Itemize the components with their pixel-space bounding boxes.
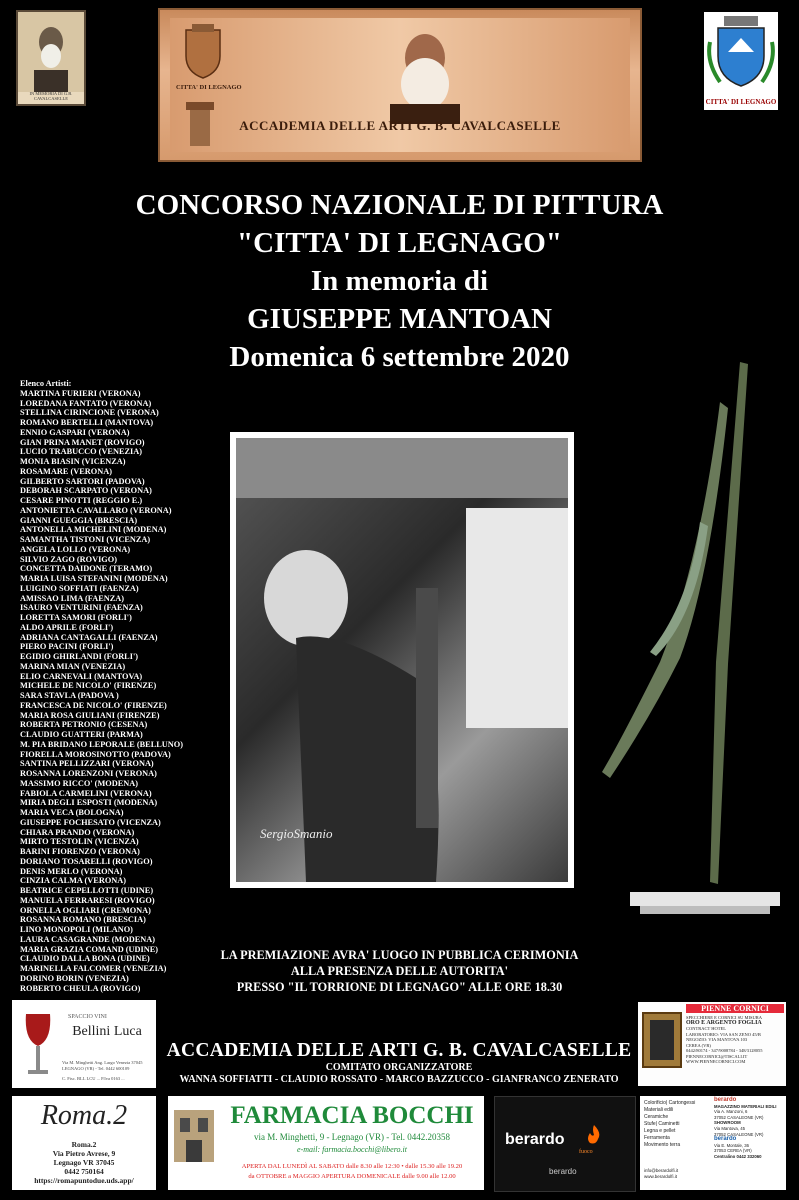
artist-entry: ROSAMARE (VERONA) — [20, 466, 112, 476]
organizer-committee — [160, 1062, 638, 1086]
artist-entry: MARINA MIAN (VENEZIA) — [20, 661, 126, 671]
bellini-kicker: SPACCIO VINI — [68, 1014, 107, 1020]
artist-entry: MARIA LUISA STEFANINI (MODENA) — [20, 574, 168, 583]
sponsor-farmacia-bocchi — [168, 1096, 484, 1190]
academy-banner — [158, 8, 642, 162]
committee-label: COMITATO ORGANIZZATORE — [325, 1062, 473, 1073]
title-line-3: In memoria di — [310, 265, 489, 297]
artist-entry: ORNELLA OGLIARI (CREMONA) — [20, 905, 151, 915]
pienne-line-9: WWW.PIENNECORNICI.COM — [686, 1059, 746, 1064]
magazzino-item: Ferramenta — [644, 1135, 670, 1141]
pharmacy-building-icon — [172, 1102, 216, 1164]
magazzino-brand: berardo — [714, 1097, 737, 1103]
artist-entry: ROMANO BERTELLI (MANTOVA) — [20, 418, 154, 427]
artist-entry: CLAUDIO GUATTERI (PARMA) — [20, 730, 143, 739]
artist-entry: DENIS MERLO (VERONA) — [20, 866, 123, 876]
artist-entry: BEATRICE CEPELLOTTI (UDINE) — [20, 886, 154, 895]
photographer-signature: SergioSmanio — [260, 826, 333, 841]
magazzino-addr-4: 37052 CASALEONE (VR) — [714, 1131, 764, 1137]
artist-entry: MIRTO TESTOLIN (VICENZA) — [20, 837, 139, 847]
magazzino-item: Stufe| Caminetti — [644, 1121, 680, 1127]
ornate-frame-icon — [642, 1012, 682, 1068]
pienne-line-2: ORO E ARGENTO FOGLIA — [686, 1019, 762, 1026]
artist-entry: DEBORAH SCARPATO (VERONA) — [20, 486, 152, 496]
ceremony-line-2: ALLA PRESENZA DELLE AUTORITA' — [290, 964, 509, 978]
roma-city: Legnago VR 37045 — [53, 1158, 115, 1167]
legnago-crest-icon — [704, 12, 778, 96]
artist-entry: FIORELLA MOROSINOTTO (PADOVA) — [20, 749, 171, 759]
magazzino-item: Colorificio| Cartongessi — [644, 1100, 696, 1106]
artist-entry: LUIGINO SOFFIATI (FAENZA) — [20, 583, 139, 593]
artist-entry: BARINI FIORENZO (VERONA) — [20, 847, 140, 856]
magazzino-addr-3: Via Mantova, 45 — [714, 1125, 745, 1131]
sponsor-pienne-cornici — [638, 1002, 786, 1086]
artist-entry: ADRIANA CANTAGALLI (FAENZA) — [20, 632, 158, 642]
title-line-2: "CITTA' DI LEGNAGO" — [237, 227, 562, 259]
city-crest-icon — [178, 22, 228, 82]
bronze-sculpture — [600, 362, 780, 940]
artist-entry: LOREDANA FANTATO (VERONA) — [20, 398, 152, 408]
artist-entry: LORETTA SAMORI (FORLI') — [20, 613, 132, 622]
roma-street: Via Pietro Avrese, 9 — [52, 1149, 116, 1158]
artist-entry: MANUELA FERRARESI (ROVIGO) — [20, 895, 155, 905]
banner-parchment — [170, 18, 630, 152]
artist-entry: MARIA GRAZIA COMAND (UDINE) — [20, 944, 159, 954]
artist-entry: MARIA ROSA GIULIANI (FIRENZE) — [20, 710, 160, 720]
farmacia-address: via M. Minghetti, 9 - Legnago (VR) - Tel. 0442.20358 — [254, 1132, 450, 1142]
sculptor-at-work-icon — [236, 438, 568, 882]
artist-entry: ROBERTO CHEULA (ROVIGO) — [20, 983, 141, 993]
farmacia-name: FARMACIA BOCCHI — [230, 1102, 474, 1129]
pienne-line-4: LABORATORIO: VIA SAN ZENO 45/B — [686, 1031, 761, 1037]
pienne-line-3: CONTRACT HOTEL — [686, 1026, 727, 1031]
sponsor-roma2 — [12, 1096, 156, 1190]
artist-entry: FABIOLA CARMELINI (VERONA) — [20, 788, 152, 798]
roma-logo: Roma.2 — [40, 1100, 128, 1131]
artists-header: Elenco Artisti: — [20, 379, 72, 388]
roma-details — [12, 1140, 156, 1185]
artist-entry: GIUSEPPE FOCHESATO (VICENZA) — [20, 817, 161, 827]
title-line-5: Domenica 6 settembre 2020 — [229, 341, 570, 373]
ceremony-line-1: LA PREMIAZIONE AVRA' LUOGO IN PUBBLICA CERIMONIA — [220, 948, 579, 962]
right-crest-caption: CITTA' DI LEGNAGO — [705, 98, 777, 106]
pienne-line-8: PIENNECORNICI@TISCALI.IT — [686, 1053, 748, 1059]
artist-entry: CONCETTA DAIDONE (TERAMO) — [20, 564, 153, 574]
left-memorial-portrait — [16, 10, 86, 106]
farmacia-email: e-mail: farmacia.bocchi@libero.it — [297, 1145, 407, 1154]
berardo-tag: fuoco — [579, 1149, 593, 1155]
pienne-line-1: SPECCHIERE E CORNICI SU MISURA — [686, 1015, 763, 1020]
artist-entry: M. PIA BRIDANO LEPORALE (BELLUNO) — [20, 739, 183, 749]
pienne-line-5: NEGOZIO: VIA MANTOVA 103 — [686, 1037, 748, 1042]
artist-entry: FRANCESCA DE NICOLO' (FIRENZE) — [20, 700, 167, 710]
artist-entry: MARINELLA FALCOMER (VENEZIA) — [20, 964, 167, 973]
magazzino-brand-2: berardo — [714, 1136, 737, 1143]
magazzino-showroom: SHOWROOM — [714, 1120, 741, 1126]
artist-entry: MARTINA FURIERI (VERONA) — [20, 388, 141, 398]
magazzino-addresses — [714, 1098, 784, 1160]
artist-entry: GILBERTO SARTORI (PADOVA) — [20, 476, 145, 486]
committee-members: WANNA SOFFIATTI - CLAUDIO ROSSATO - MARCO BAZZUCCO - GIANFRANCO ZENERATO — [179, 1074, 619, 1085]
magazzino-email: info@berardolfi.it — [644, 1168, 679, 1173]
magazzino-item: Ceramiche — [644, 1114, 669, 1120]
pienne-details — [686, 1015, 784, 1065]
artist-entry: LAURA CASAGRANDE (MODENA) — [20, 934, 156, 944]
artists-list — [20, 379, 235, 993]
ceremony-line-3: PRESSO "IL TORRIONE DI LEGNAGO" ALLE ORE 18.30 — [236, 980, 563, 994]
event-title-block — [0, 186, 799, 376]
pienne-line-6: CEREA (VR) — [686, 1042, 711, 1048]
banner-title: ACCADEMIA DELLE ARTI G. B. CAVALCASELLE — [239, 118, 561, 133]
artist-entry: DORINO BORIN (VENEZIA) — [20, 973, 129, 983]
bellini-fiscal: C. Fisc. BLL LCU ... P.Iva 0163 ... — [62, 1076, 125, 1081]
artist-photo — [230, 432, 574, 888]
roma-url: https://romapuntodue.uds.app/ — [34, 1176, 134, 1185]
magazzino-addr-1: Via A. Manzoni, 6 — [714, 1109, 748, 1115]
artist-entry: SAMANTHA TISTONI (VICENZA) — [20, 535, 151, 544]
artist-entry: ROBERTA PETRONIO (CESENA) — [20, 720, 148, 730]
magazzino-addr-5: Via E. Montale, 36 — [714, 1142, 750, 1148]
artist-entry: EGIDIO GHIRLANDI (FORLI') — [20, 652, 139, 661]
magazzino-item: Movimento terra — [644, 1142, 681, 1148]
pienne-name: PIENNE CORNICI — [686, 1004, 784, 1013]
title-line-4: GIUSEPPE MANTOAN — [247, 303, 552, 335]
artist-entry: LINO MONOPOLI (MILANO) — [20, 925, 133, 934]
artist-entry: ISAURO VENTURINI (FAENZA) — [20, 603, 143, 613]
magazzino-addr-6: 37053 CEREA (VR) — [714, 1148, 752, 1154]
artist-entry: SANTINA PELLIZZARI (VERONA) — [20, 759, 154, 769]
artist-entry: ANGELA LOLLO (VERONA) — [20, 544, 131, 554]
berardo-small-logo: berardo — [549, 1167, 577, 1176]
artist-entry: DORIANO TOSARELLI (ROVIGO) — [20, 856, 153, 866]
farmacia-hours — [222, 1162, 482, 1182]
artist-entry: STELLINA CIRINCIONE (VERONA) — [20, 408, 159, 418]
berardo-logo: berardo — [505, 1131, 565, 1148]
artist-entry: PIERO PACINI (FORLI') — [20, 642, 114, 652]
roma-sub: Roma.2 — [71, 1140, 97, 1149]
wine-glass-icon — [18, 1010, 58, 1080]
left-portrait-caption: IN MEMORIA DI G.B. CAVALCASELLE — [29, 91, 73, 101]
artist-entry: MICHELE DE NICOLO' (FIRENZE) — [20, 681, 157, 691]
bellini-name: Bellini Luca — [72, 1024, 142, 1039]
bearded-man-portrait-icon — [18, 12, 84, 92]
bellini-address: Via M. Minghetti Ang. Largo Venezia 37045 LEGNAGO (VR) - Tel. 0442 600109 — [62, 1060, 143, 1071]
magazzino-phone: Centralino 0442 332060 — [714, 1153, 762, 1159]
artist-entry: ENNIO GASPARI (VERONA) — [20, 427, 130, 437]
artist-entry: CLAUDIO DALLA BONA (UDINE) — [20, 954, 150, 964]
farmacia-hours-2: da OTTOBRE a MAGGIO APERTURA DOMENICALE dalle 9.00 alle 12.00 — [248, 1173, 456, 1180]
organizer-title: ACCADEMIA DELLE ARTI G. B. CAVALCASELLE — [166, 1040, 632, 1061]
roma-phone: 0442 750164 — [64, 1167, 104, 1176]
pienne-line-7: 0442/80174 - 347/9008784 - 348/3128055 — [686, 1048, 763, 1053]
artist-photo-image — [236, 438, 568, 882]
magazzino-title: MAGAZZINO MATERIALI EDILI — [714, 1103, 777, 1109]
artist-entry: ROSANNA LORENZONI (VERONA) — [20, 769, 157, 778]
magazzino-item: Materiali edili — [644, 1107, 674, 1113]
artist-entry: CESARE PINOTTI (REGGIO E.) — [20, 496, 143, 505]
banner-city-label: CITTA' DI LEGNAGO — [176, 84, 242, 91]
farmacia-hours-1: APERTA DAL LUNEDÌ AL SABATO dalle 8.30 alle 12:30 • dalle 15.30 alle 19.20 — [241, 1163, 463, 1170]
artist-entry: CINZIA CALMA (VERONA) — [20, 876, 127, 886]
artist-entry: GIAN PRINA MANET (ROVIGO) — [20, 437, 145, 447]
artist-entry: ANTONELLA MICHELINI (MODENA) — [20, 525, 167, 535]
sponsor-berardo-fuoco — [494, 1096, 636, 1192]
artist-entry: ROSANNA ROMANO (BRESCIA) — [20, 915, 146, 925]
artist-entry: ANTONIETTA CAVALLARO (VERONA) — [20, 505, 172, 515]
artist-entry: GIANNI GUEGGIA (BRESCIA) — [20, 515, 138, 525]
artist-entry: MASSIMO RICCO' (MODENA) — [20, 778, 138, 788]
sponsor-magazzino-materiali — [640, 1096, 786, 1190]
magazzino-addr-2: 37052 CASALEONE (VR) — [714, 1114, 764, 1120]
artist-entry: CHIARA PRANDO (VERONA) — [20, 827, 135, 837]
artist-entry: MONIA BIASIN (VICENZA) — [20, 457, 126, 466]
artist-entry: AMISSAO LIMA (FAENZA) — [20, 593, 125, 603]
magazzino-items — [644, 1100, 714, 1149]
artist-entry: SARA STAVLA (PADOVA ) — [20, 691, 119, 700]
artist-entry: LUCIO TRABUCCO (VENEZIA) — [20, 447, 143, 457]
flame-icon — [587, 1125, 601, 1145]
artist-entry: SILVIO ZAGO (ROVIGO) — [20, 554, 117, 564]
sponsor-bellini — [12, 1000, 156, 1088]
artists-items — [20, 389, 235, 994]
sculpture-figure-icon — [600, 362, 780, 940]
magazzino-contacts — [644, 1168, 714, 1180]
magazzino-web: www.berardolfi.it — [644, 1174, 678, 1179]
artist-entry: MARIA VECA (BOLOGNA) — [20, 808, 124, 817]
cavalcaselle-portrait-icon — [370, 24, 480, 124]
ceremony-info — [0, 944, 799, 995]
artist-entry: ELIO CARNEVALI (MANTOVA) — [20, 671, 143, 681]
artist-entry: ALDO APRILE (FORLI') — [20, 622, 114, 632]
title-line-1: CONCORSO NAZIONALE DI PITTURA — [135, 189, 664, 221]
right-city-crest — [704, 12, 778, 110]
artist-entry: MIRIA DEGLI ESPOSTI (MODENA) — [20, 798, 158, 808]
magazzino-item: Legna e pellet — [644, 1128, 676, 1134]
